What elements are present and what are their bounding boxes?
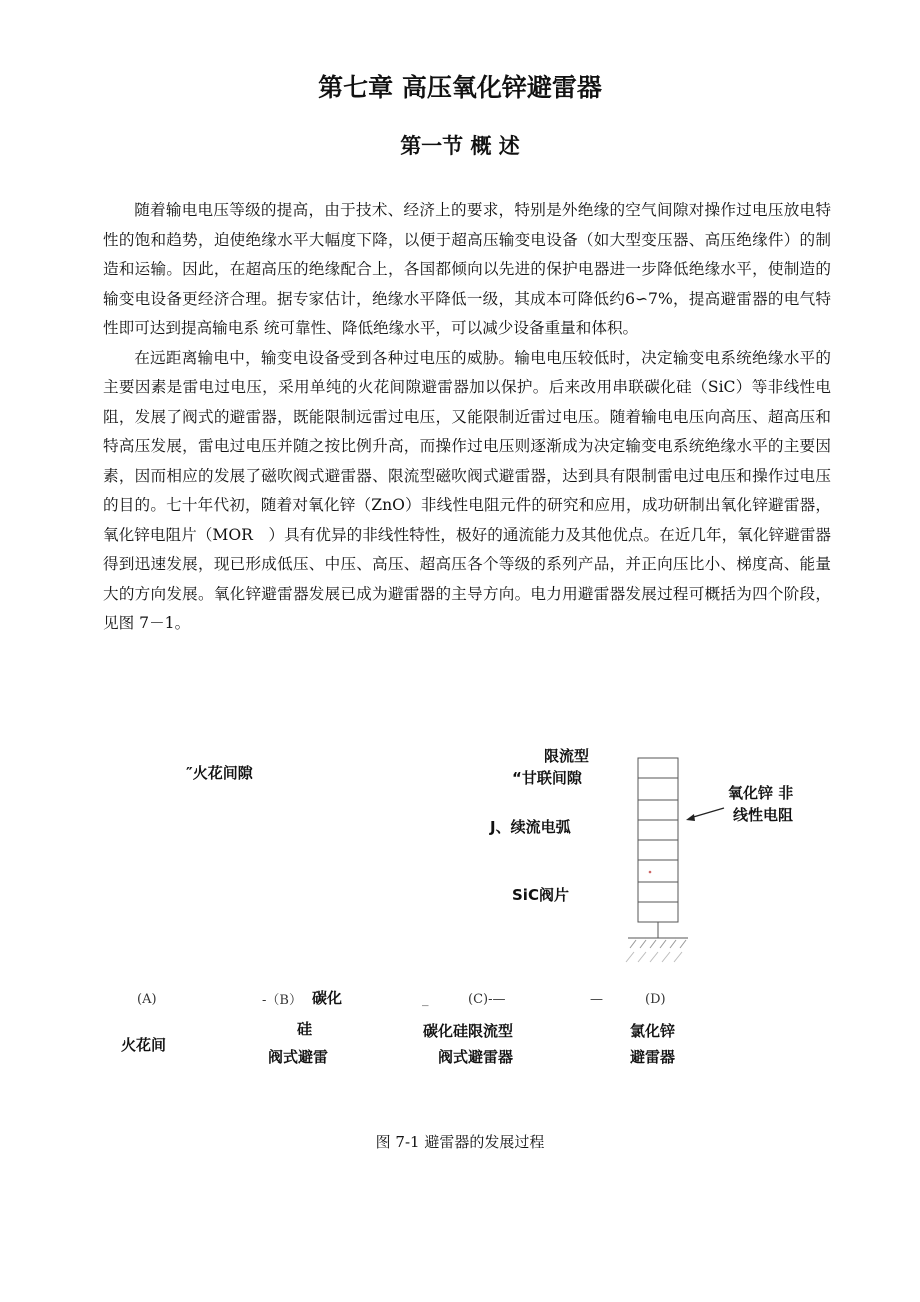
label-current-limiting: 限流型 <box>544 747 590 765</box>
pointer-arrowhead <box>686 814 695 821</box>
label-zno-resistor-1: 氧化锌 非 <box>728 784 794 802</box>
stage-d-dash: — <box>590 992 603 1007</box>
figure-caption: 图 7-1 避雷器的发展过程 <box>375 1133 545 1151</box>
body-text <box>103 196 831 639</box>
zno-stack-drawing <box>0 700 920 1180</box>
stage-c-tag: (C)-— <box>468 992 506 1007</box>
ground-hatch <box>626 940 686 962</box>
stage-a-tag: (A) <box>137 992 157 1007</box>
section-title: 第一节 概 述 <box>400 134 520 158</box>
stage-c-name-1: 碳化硅限流型 <box>423 1022 514 1040</box>
stage-d-name-1: 氯化锌 <box>630 1022 676 1040</box>
label-sic-disc: SiC阀片 <box>512 886 569 904</box>
stage-d-tag: (D) <box>645 992 666 1007</box>
paragraph-1: 随着输电电压等级的提高，由于技术、经济上的要求，特别是外绝缘的空气间隙对操作过电压放电特性的饱和趋势，迫使绝缘水平大幅度下降，以便于超高压输变电设备（如大型变压器、高压绝缘件）的制造和运输。因此，在超高压的绝缘配合上，各国都倾向以先进的保护电器进一步降低绝缘水平，使制造的输变电设备更经济合理。据专家估计，绝缘水平降低一级，其成本可降低约6∽7%，提高避雷器的电气特性即可达到提高输电系 统可靠性、降低绝缘水平，可以减少设备重量和体积。 <box>103 201 831 337</box>
stack-mark <box>649 871 652 874</box>
label-series-gap: “甘联间隙 <box>512 769 582 787</box>
stage-a-name: 火花间 <box>121 1036 167 1054</box>
stage-d-name-2: 避雷器 <box>630 1048 676 1066</box>
stage-b-name-2: 硅 <box>297 1020 313 1038</box>
stage-b-name-1: 碳化 <box>312 989 343 1007</box>
figure-7-1 <box>0 700 920 1180</box>
label-follow-current-arc: J、续流电弧 <box>490 818 571 836</box>
label-zno-resistor-2: 线性电阻 <box>733 806 794 824</box>
chapter-title: 第七章 高压氧化锌避雷器 <box>318 73 602 102</box>
stage-c-dash: _ <box>422 992 429 1007</box>
stage-b-name-3: 阀式避雷 <box>268 1048 329 1066</box>
pointer-arrow <box>690 808 724 818</box>
stage-c-name-2: 阀式避雷器 <box>438 1048 514 1066</box>
label-spark-gap: ″火花间隙 <box>186 764 253 782</box>
paragraph-2: 在远距离输电中，输变电设备受到各种过电压的威胁。输电电压较低时，决定输变电系统绝缘水平的主要因素是雷电过电压，采用单纯的火花间隙避雷器加以保护。后来改用串联碳化硅（SiC）等非线性电阻，发展了阀式的避雷器，既能限制远雷过电压，又能限制近雷过电压。随着输电电压向高压、超高压和特高压发展，雷电过电压并随之按比例升高，而操作过电压则逐渐成为决定输变电系统绝缘水平的主要因素，因而相应的发展了磁吹阀式避雷器、限流型磁吹阀式避雷器，达到具有限制雷电过电压和操作过电压的目的。七十年代初，随着对氧化锌（ZnO）非线性电阻元件的研究和应用，成功研制出氧化锌避雷器，氧化锌电阻片（MOR ）具有优异的非线性特性，极好的通流能力及其他优点。在近几年，氧化锌避雷器得到迅速发展，现已形成低压、中压、高压、超高压各个等级的系列产品，并正向压比小、梯度高、能量大的方向发展。氧化锌避雷器发展已成为避雷器的主导方向。电力用避雷器发展过程可概括为四个阶段，见图 7－1。 <box>103 348 831 632</box>
stage-b-tag: -（B） <box>262 993 302 1008</box>
